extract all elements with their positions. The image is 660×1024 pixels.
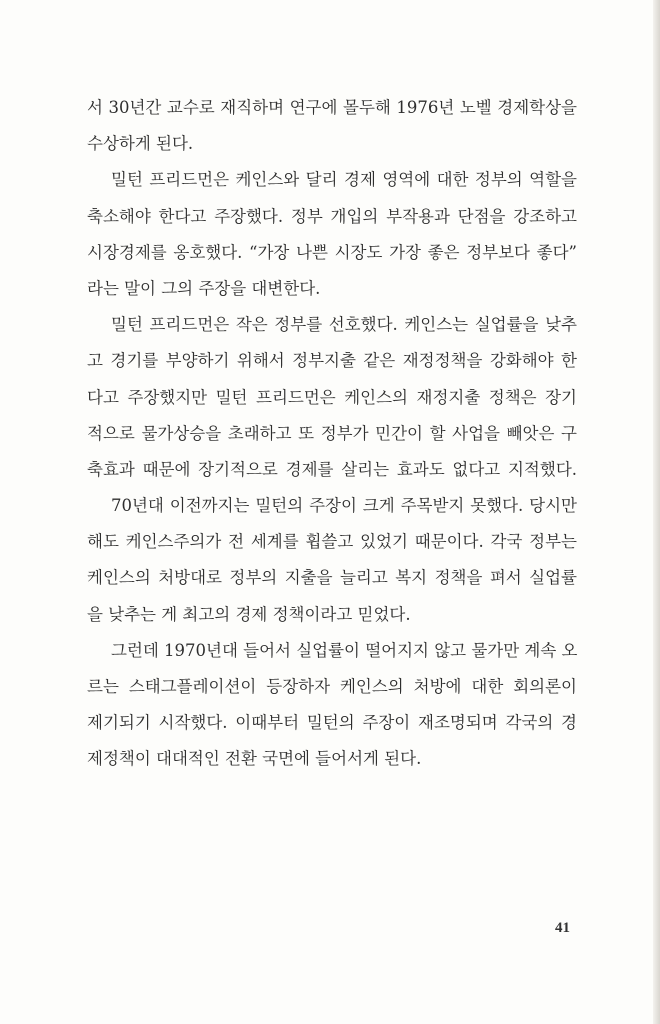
text-line: 수상하게 된다. <box>87 134 194 154</box>
text-line: 을 낮추는 게 최고의 경제 정책이라고 믿었다. <box>87 604 411 624</box>
text-line: 라는 말이 그의 주장을 대변한다. <box>87 278 321 298</box>
text-line: 밀턴 프리드먼은 케인스와 달리 경제 영역에 대한 정부의 역할을 <box>111 170 577 190</box>
page-number: 41 <box>555 920 570 936</box>
text-line: 축효과 때문에 장기적으로 경제를 살리는 효과도 없다고 지적했다. <box>87 459 577 479</box>
text-line: 고 경기를 부양하기 위해서 정부지출 같은 재정정책을 강화해야 한 <box>87 351 577 371</box>
text-line: 케인스의 처방대로 정부의 지출을 늘리고 복지 정책을 펴서 실업률 <box>87 568 577 588</box>
text-line: 다고 주장했지만 밀턴 프리드먼은 케인스의 재정지출 정책은 장기 <box>87 387 577 407</box>
text-line: 축소해야 한다고 주장했다. 정부 개입의 부작용과 단점을 강조하고 <box>87 206 577 226</box>
text-line: 제기되기 시작했다. 이때부터 밀턴의 주장이 재조명되며 각국의 경 <box>87 713 577 733</box>
text-line: 그런데 1970년대 들어서 실업률이 떨어지지 않고 물가만 계속 오 <box>111 640 578 660</box>
text-line: 서 30년간 교수로 재직하며 연구에 몰두해 1976년 노벨 경제학상을 <box>87 98 577 117</box>
text-line: 시장경제를 옹호했다. “가장 나쁜 시장도 가장 좋은 정부보다 좋다” <box>87 242 577 262</box>
text-line: 적으로 물가상승을 초래하고 또 정부가 민간이 할 사업을 빼앗은 구 <box>87 423 577 443</box>
text-line: 70년대 이전까지는 밀턴의 주장이 크게 주목받지 못했다. 당시만 <box>111 496 577 516</box>
page-edge-shadow <box>653 0 660 1024</box>
body-text <box>87 90 577 778</box>
text-line: 해도 케인스주의가 전 세계를 휩쓸고 있었기 때문이다. 각국 정부는 <box>87 532 577 552</box>
text-line: 제정책이 대대적인 전환 국면에 들어서게 된다. <box>87 749 422 769</box>
text-line: 밀턴 프리드먼은 작은 정부를 선호했다. 케인스는 실업률을 낮추 <box>111 315 577 335</box>
text-line: 르는 스태그플레이션이 등장하자 케인스의 처방에 대한 회의론이 <box>87 677 577 696</box>
